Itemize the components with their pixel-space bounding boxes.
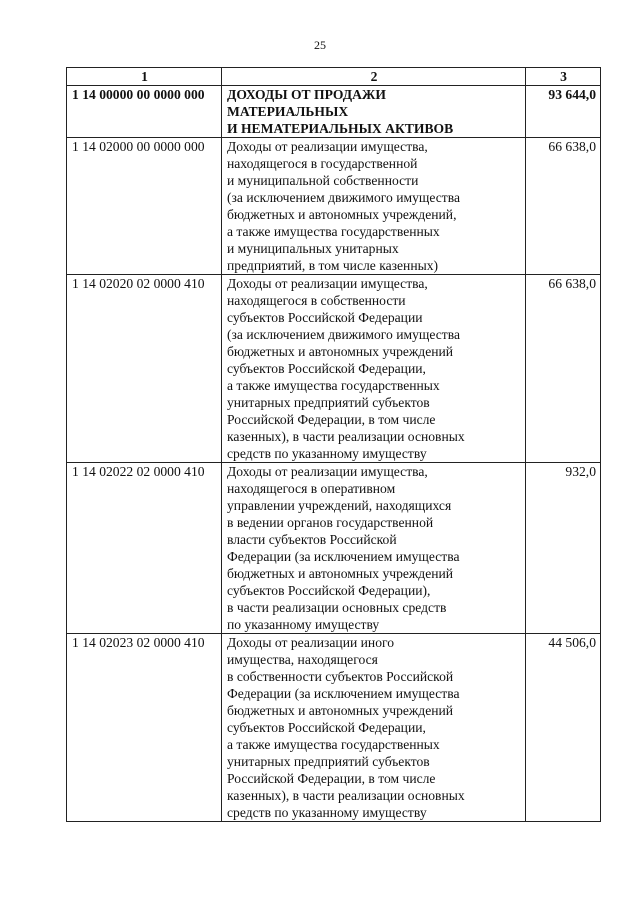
amount-value: 44 506,0: [526, 634, 601, 822]
table-row: [67, 138, 601, 275]
income-description: Доходы от реализации имущества, находящегося в собственности субъектов Российской Федерации (за исключением движимого имущества бюджетных и автономных учреждений субъектов Российской Федерации, а также имущества государственных унитарных предприятий субъектов Российской Федерации, в том числе казенных), в части реализации основных средств по указанному имуществу: [222, 275, 526, 463]
budget-code: 1 14 00000 00 0000 000: [67, 86, 222, 138]
page-number: 25: [314, 38, 326, 52]
column-header-description: 2: [222, 68, 526, 86]
income-description: Доходы от реализации иного имущества, находящегося в собственности субъектов Российской Федерации (за исключением имущества бюджетных и автономных учреждений субъектов Российской Федерации, а также имущества государственных унитарных предприятий субъектов Российской Федерации, в том числе казенных), в части реализации основных средств по указанному имуществу: [222, 634, 526, 822]
amount-value: 66 638,0: [526, 138, 601, 275]
budget-code: 1 14 02022 02 0000 410: [67, 463, 222, 634]
column-header-amount: 3: [526, 68, 601, 86]
column-header-code: 1: [67, 68, 222, 86]
income-description: Доходы от реализации имущества, находящегося в оперативном управлении учреждений, находящихся в ведении органов государственной власти субъектов Российской Федерации (за исключением имущества бюджетных и автономных учреждений субъектов Российской Федерации), в части реализации основных средств по указанному имуществу: [222, 463, 526, 634]
budget-code: 1 14 02020 02 0000 410: [67, 275, 222, 463]
budget-code: 1 14 02023 02 0000 410: [67, 634, 222, 822]
revenue-table: [66, 67, 601, 822]
amount-value: 932,0: [526, 463, 601, 634]
table-row: [67, 463, 601, 634]
budget-code: 1 14 02000 00 0000 000: [67, 138, 222, 275]
income-description: Доходы от реализации имущества, находящегося в государственной и муниципальной собственности (за исключением движимого имущества бюджетных и автономных учреждений, а также имущества государственных и муниципальных унитарных предприятий, в том числе казенных): [222, 138, 526, 275]
amount-value: 93 644,0: [526, 86, 601, 138]
table-row: [67, 275, 601, 463]
table-row: [67, 634, 601, 822]
income-description: ДОХОДЫ ОТ ПРОДАЖИ МАТЕРИАЛЬНЫХ И НЕМАТЕРИАЛЬНЫХ АКТИВОВ: [222, 86, 526, 138]
amount-value: 66 638,0: [526, 275, 601, 463]
table-header-row: [67, 68, 601, 86]
table-row: [67, 86, 601, 138]
